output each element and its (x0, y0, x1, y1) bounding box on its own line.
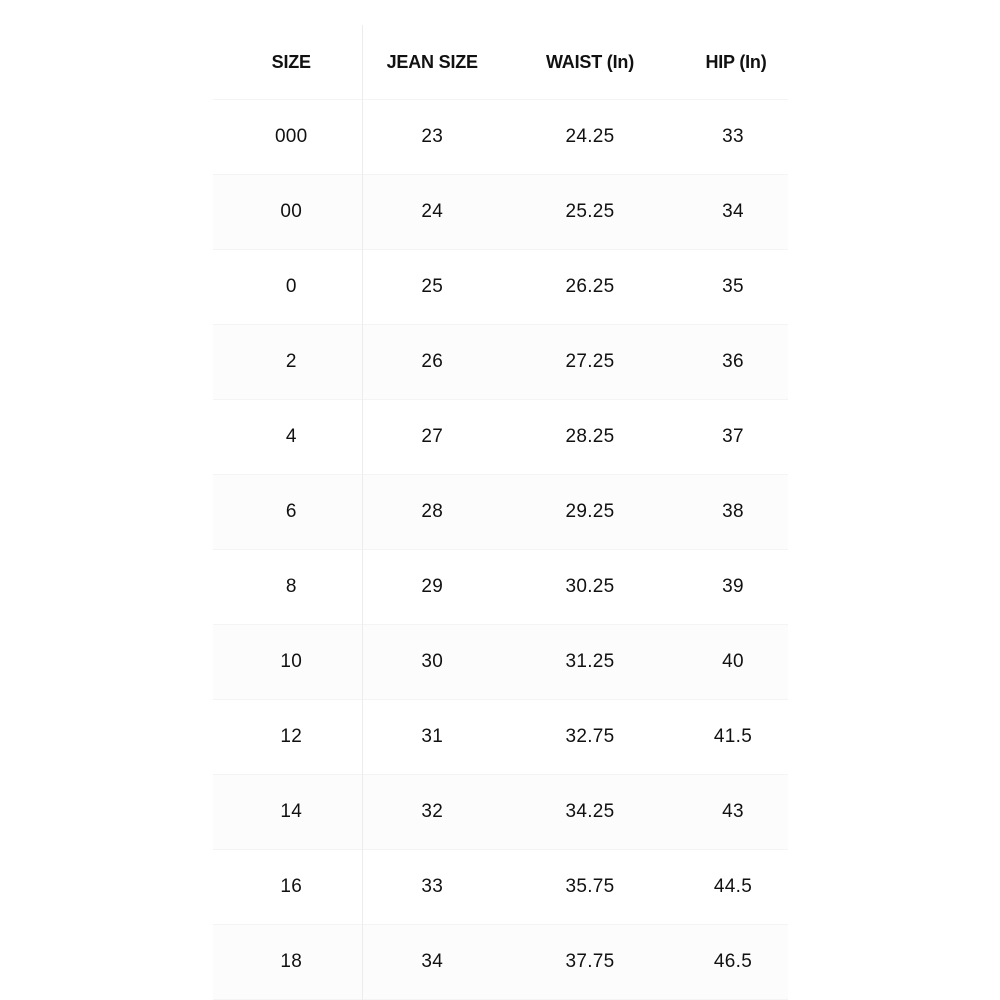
cell-hip: 44.5 (678, 850, 788, 925)
cell-hip: 41.5 (678, 700, 788, 775)
cell-hip: 46.5 (678, 925, 788, 1000)
cell-hip: 43 (678, 775, 788, 850)
header-row (213, 25, 788, 100)
cell-size: 14 (213, 775, 362, 850)
cell-size: 00 (213, 175, 362, 250)
cell-hip: 35 (678, 250, 788, 325)
table-row (213, 175, 788, 250)
cell-waist: 24.25 (502, 100, 678, 175)
cell-waist: 30.25 (502, 550, 678, 625)
cell-size: 16 (213, 850, 362, 925)
cell-jean-size: 29 (362, 550, 502, 625)
table-row (213, 250, 788, 325)
size-chart-table (213, 25, 788, 1000)
cell-hip: 34 (678, 175, 788, 250)
header-jean-size: JEAN SIZE (362, 25, 502, 100)
cell-size: 18 (213, 925, 362, 1000)
table-row (213, 625, 788, 700)
cell-size: 2 (213, 325, 362, 400)
header-waist: WAIST (In) (502, 25, 678, 100)
table-row (213, 925, 788, 1000)
cell-hip: 40 (678, 625, 788, 700)
cell-jean-size: 33 (362, 850, 502, 925)
cell-waist: 34.25 (502, 775, 678, 850)
cell-size: 6 (213, 475, 362, 550)
cell-size: 4 (213, 400, 362, 475)
cell-waist: 35.75 (502, 850, 678, 925)
table-row (213, 700, 788, 775)
cell-size: 10 (213, 625, 362, 700)
cell-size: 000 (213, 100, 362, 175)
cell-jean-size: 34 (362, 925, 502, 1000)
table-row (213, 475, 788, 550)
cell-jean-size: 23 (362, 100, 502, 175)
cell-waist: 32.75 (502, 700, 678, 775)
table-row (213, 550, 788, 625)
cell-jean-size: 25 (362, 250, 502, 325)
cell-jean-size: 31 (362, 700, 502, 775)
table-header (213, 25, 788, 100)
table-row (213, 100, 788, 175)
table-row (213, 775, 788, 850)
cell-size: 8 (213, 550, 362, 625)
cell-waist: 25.25 (502, 175, 678, 250)
cell-jean-size: 28 (362, 475, 502, 550)
table-row (213, 325, 788, 400)
cell-waist: 37.75 (502, 925, 678, 1000)
cell-waist: 29.25 (502, 475, 678, 550)
cell-waist: 31.25 (502, 625, 678, 700)
cell-jean-size: 26 (362, 325, 502, 400)
table-body (213, 100, 788, 1000)
table-row (213, 850, 788, 925)
cell-hip: 36 (678, 325, 788, 400)
cell-jean-size: 30 (362, 625, 502, 700)
cell-waist: 27.25 (502, 325, 678, 400)
cell-jean-size: 24 (362, 175, 502, 250)
cell-jean-size: 27 (362, 400, 502, 475)
cell-hip: 39 (678, 550, 788, 625)
header-size: SIZE (213, 25, 362, 100)
header-hip: HIP (In) (678, 25, 788, 100)
cell-waist: 28.25 (502, 400, 678, 475)
cell-jean-size: 32 (362, 775, 502, 850)
table-row (213, 400, 788, 475)
cell-hip: 33 (678, 100, 788, 175)
cell-size: 0 (213, 250, 362, 325)
cell-hip: 37 (678, 400, 788, 475)
cell-waist: 26.25 (502, 250, 678, 325)
cell-size: 12 (213, 700, 362, 775)
cell-hip: 38 (678, 475, 788, 550)
